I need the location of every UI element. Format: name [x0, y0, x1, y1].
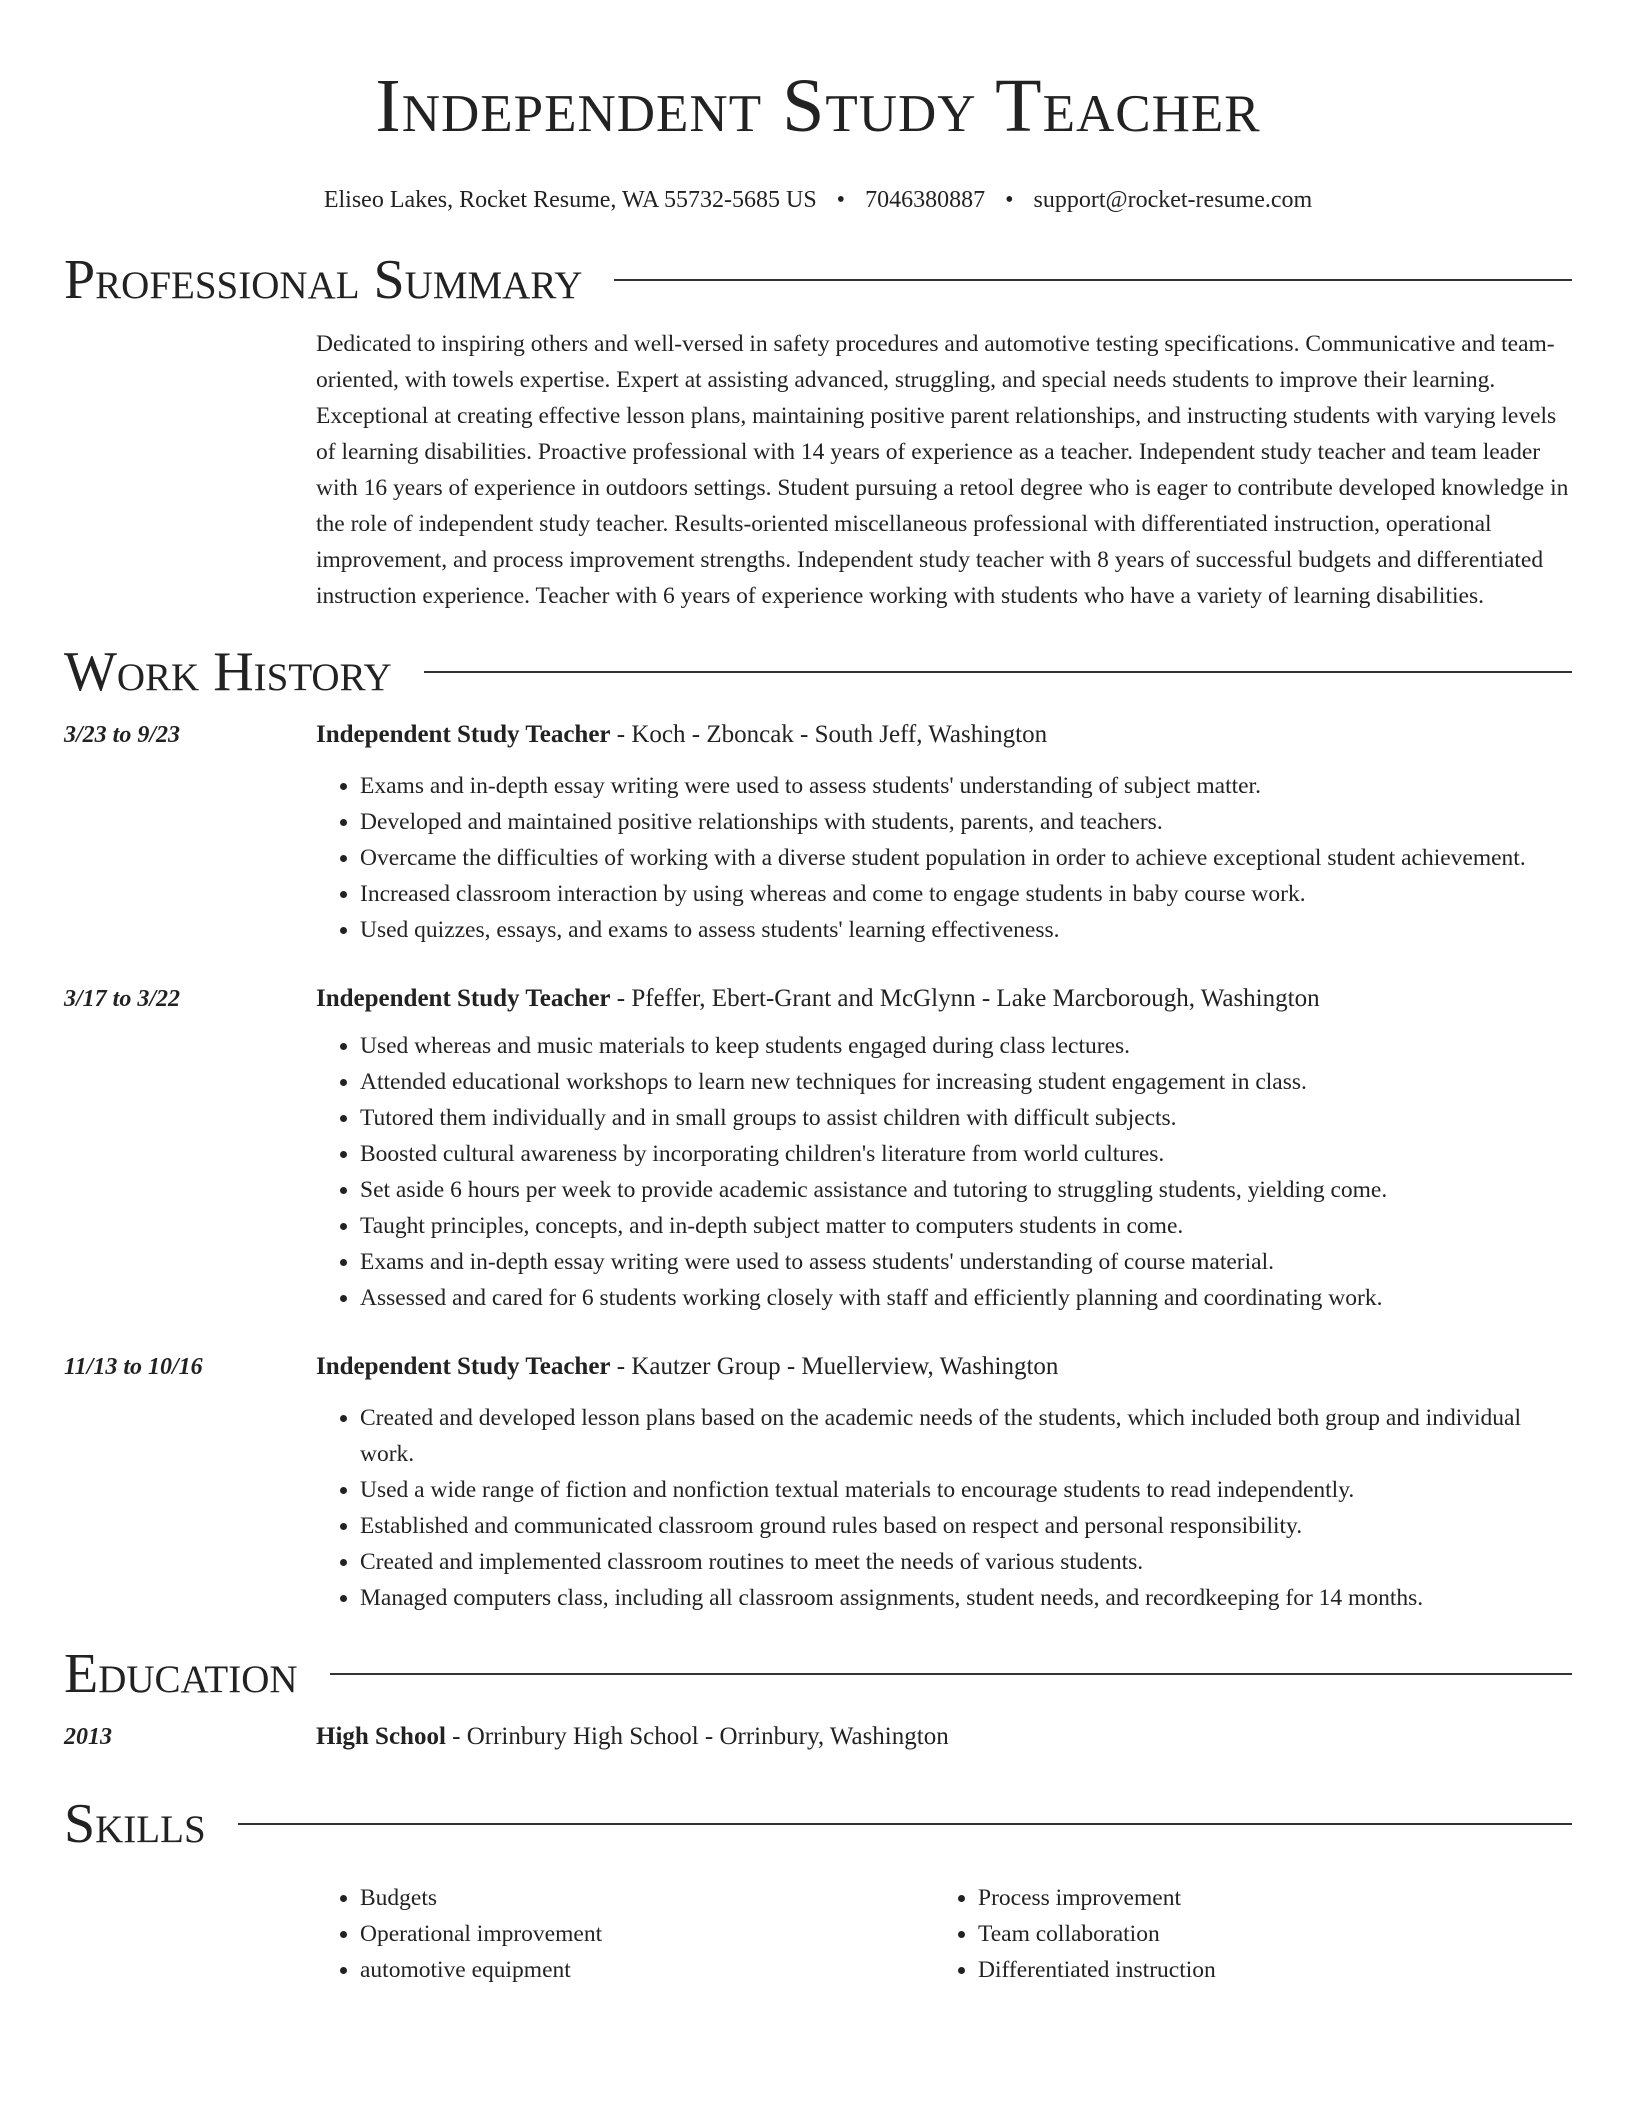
job-bullet: • Used whereas and music materials to keep students engaged during class lectures.: [360, 1028, 1572, 1064]
job-body: [316, 982, 1572, 1316]
section-heading: [64, 1792, 1572, 1856]
job-title: Independent Study Teacher: [316, 985, 611, 1012]
skill-item: • Differentiated instruction: [978, 1952, 1552, 1988]
job-bullet: • Increased classroom interaction by using whereas and come to engage students in baby course work.: [360, 876, 1572, 912]
skill-item: • Budgets: [360, 1880, 934, 1916]
summary-text: Dedicated to inspiring others and well-versed in safety procedures and automotive testing specifications. Communicative and team-oriented, with towels expertise. Expert at assisting advanced, struggling, and special needs students to improve their learning. Exceptional at creating effective lesson plans, maintaining positive parent relationships, and instructing students with varying levels of learning disabilities. Proactive professional with 14 years of experience as a teacher. Independent study teacher and team leader with 16 years of experience in outdoors settings. Student pursuing a retool degree who is eager to contribute developed knowledge in the role of independent study teacher. Results-oriented miscellaneous professional with differentiated instruction, operational improvement, and process improvement strengths. Independent study teacher with 8 years of successful budgets and differentiated instruction experience. Teacher with 6 years of experience working with students who have a variety of learning disabilities.: [316, 331, 1569, 609]
section-heading: [64, 1642, 1572, 1706]
job-bullet: • Tutored them individually and in small groups to assist children with difficult subjects.: [360, 1100, 1572, 1136]
job-bullet: • Overcame the difficulties of working with a diverse student population in order to achieve exceptional student achievement.: [360, 840, 1572, 876]
job-bullet: • Taught principles, concepts, and in-depth subject matter to computers students in come.: [360, 1208, 1572, 1244]
skills-columns: [316, 1880, 1572, 1988]
job-bullet: • Managed computers class, including all classroom assignments, student needs, and recordkeeping for 14 months.: [360, 1580, 1572, 1616]
job-bullet: • Set aside 6 hours per week to provide academic assistance and tutoring to struggling students, yielding come.: [360, 1172, 1572, 1208]
section-divider: [330, 1673, 1572, 1675]
job-entry: [64, 982, 1572, 1316]
contact-separator: •: [1005, 187, 1014, 213]
section-divider: [238, 1823, 1572, 1825]
education-heading-line: [316, 1720, 1572, 1754]
summary-section: [64, 248, 1572, 614]
education-heading: Education: [64, 1643, 298, 1705]
skill-item: • automotive equipment: [360, 1952, 934, 1988]
skills-list-left: [316, 1880, 934, 1988]
job-bullet: • Boosted cultural awareness by incorporating children's literature from world cultures.: [360, 1136, 1572, 1172]
job-dates: 3/17 to 3/22: [64, 986, 181, 1012]
skill-item: • Operational improvement: [360, 1916, 934, 1952]
summary-heading: Professional Summary: [64, 249, 583, 311]
skills-section: [64, 1792, 1572, 1988]
candidate-name: Independent Study Teacher: [375, 64, 1261, 148]
job-title: Independent Study Teacher: [316, 1353, 611, 1380]
contact-separator: •: [836, 187, 846, 213]
job-entry: [64, 718, 1572, 948]
contact-address: Eliseo Lakes, Rocket Resume, WA 55732-5685 US: [323, 187, 817, 213]
resume-page: [64, 0, 1572, 2112]
job-bullets: [316, 768, 1572, 948]
education-entry: [64, 1720, 1572, 1754]
job-title: Independent Study Teacher: [316, 721, 611, 748]
education-section: [64, 1642, 1572, 1754]
job-entry: [64, 1350, 1572, 1616]
job-employer: - Pfeffer, Ebert-Grant and McGlynn - Lake Marcborough, Washington: [610, 985, 1320, 1012]
work-history-section: [64, 640, 1572, 1616]
skills-list-right: [934, 1880, 1552, 1988]
education-body: [316, 1720, 1572, 1754]
skill-item: • Team collaboration: [978, 1916, 1552, 1952]
contact-email: support@rocket-resume.com: [1033, 187, 1313, 213]
section-heading: [64, 640, 1572, 704]
education-year: 2013: [64, 1724, 112, 1750]
job-heading: [316, 718, 1572, 752]
job-bullet: • Exams and in-depth essay writing were used to assess students' understanding of course material.: [360, 1244, 1572, 1280]
job-body: [316, 1350, 1572, 1616]
contact-line: [64, 184, 1572, 216]
section-heading: [64, 248, 1572, 312]
work-history-heading: Work History: [64, 641, 392, 703]
section-divider: [424, 671, 1572, 673]
section-divider: [614, 279, 1572, 281]
job-body: [316, 718, 1572, 948]
job-bullet: • Exams and in-depth essay writing were used to assess students' understanding of subject matter.: [360, 768, 1572, 804]
job-bullet: • Attended educational workshops to learn new techniques for increasing student engagement in class.: [360, 1064, 1572, 1100]
job-bullet: • Used quizzes, essays, and exams to assess students' learning effectiveness.: [360, 912, 1572, 948]
education-school: - Orrinbury High School - Orrinbury, Washington: [445, 1723, 949, 1750]
job-bullet: • Created and developed lesson plans based on the academic needs of the students, which included both group and individual work.: [360, 1400, 1572, 1472]
contact-phone: 7046380887: [865, 187, 986, 213]
job-bullets: [316, 1400, 1572, 1616]
job-employer: - Koch - Zboncak - South Jeff, Washington: [610, 721, 1048, 748]
job-heading: [316, 1350, 1572, 1384]
job-dates: 3/23 to 9/23: [64, 722, 181, 748]
job-dates: 11/13 to 10/16: [64, 1354, 203, 1380]
education-degree: High School: [316, 1723, 446, 1750]
job-employer: - Kautzer Group - Muellerview, Washington: [610, 1353, 1059, 1380]
job-bullet: • Created and implemented classroom routines to meet the needs of various students.: [360, 1544, 1572, 1580]
job-heading: [316, 982, 1572, 1016]
skills-heading: Skills: [64, 1793, 206, 1855]
job-bullet: • Developed and maintained positive relationships with students, parents, and teachers.: [360, 804, 1572, 840]
job-bullet: • Used a wide range of fiction and nonfiction textual materials to encourage students to read independently.: [360, 1472, 1572, 1508]
job-bullet: • Assessed and cared for 6 students working closely with staff and efficiently planning and coordinating work.: [360, 1280, 1572, 1316]
skill-item: • Process improvement: [978, 1880, 1552, 1916]
job-bullets: [316, 1028, 1572, 1316]
job-bullet: • Established and communicated classroom ground rules based on respect and personal responsibility.: [360, 1508, 1572, 1544]
